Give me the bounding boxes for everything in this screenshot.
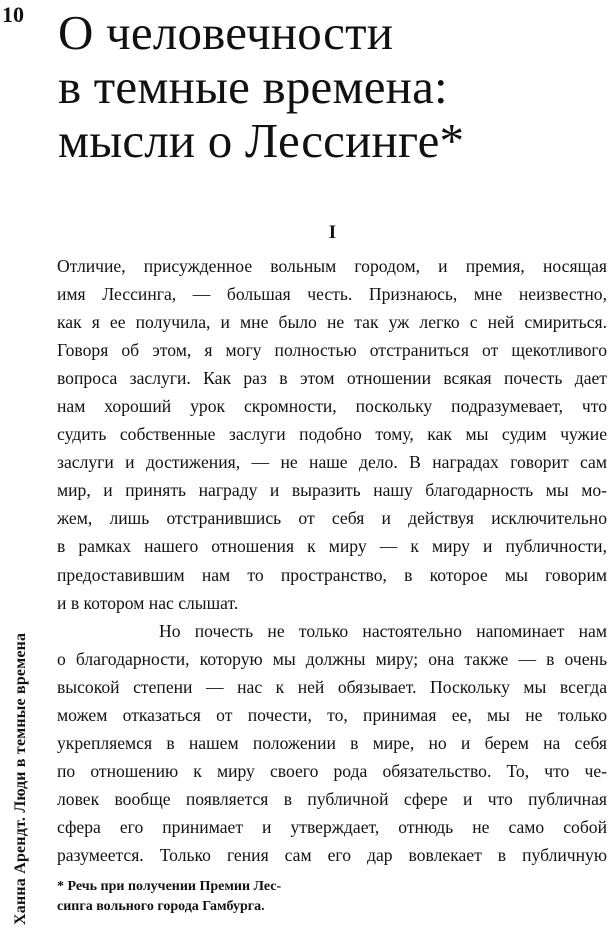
chapter-title-line: в темные времена: <box>58 59 448 114</box>
chapter-title-line: мысли о Лессинге* <box>58 113 465 168</box>
text-line: и в котором нас слышат. <box>57 592 239 613</box>
body-text <box>57 252 607 869</box>
chapter-title-line: О человечности <box>58 5 394 60</box>
text-line: вопроса заслуги. Как раз в этом отношении всякая почесть дает <box>57 368 607 389</box>
text-line: судить собственные заслуги подобно тому, как мы судим чужие <box>57 424 607 445</box>
text-line: можем отказаться от почести, то, принимая ее, мы не только <box>57 704 607 725</box>
text-line: о благодарности, которую мы должны миру; она также — в очень <box>57 648 607 669</box>
text-line: жем, лишь отстранившись от себя и действуя исключительно <box>57 508 607 529</box>
footnote <box>57 877 357 917</box>
chapter-title <box>58 6 608 168</box>
page-number: 10 <box>2 2 24 27</box>
text-line: Отличие, присужденное вольным городом, и премия, носящая <box>57 256 607 276</box>
text-line: высокой степени — нас к ней обязывает. Поскольку мы всегда <box>57 676 607 697</box>
text-line: предоставившим нам то пространство, в которое мы говорим <box>57 564 607 585</box>
text-line: заслуги и достижения, — не наше дело. В наградах говорит сам <box>57 452 607 473</box>
text-line: ловек вообще появляется в публичной сфере и что публичная <box>57 788 607 809</box>
section-number: I <box>328 222 337 243</box>
text-line: укрепляемся в нашем положении в мире, но и берем на себя <box>57 732 607 753</box>
text-line: по отношению к миру своего рода обязательство. То, что че- <box>57 760 607 781</box>
text-line: Говоря об этом, я могу полностью отстраниться от щекотливого <box>57 340 607 361</box>
running-header: Ханна Арендт. Люди в темные времена <box>12 632 29 925</box>
footnote-line: * Речь при получении Премии Лес- <box>57 879 282 894</box>
text-line: мир, и принять награду и выразить нашу благодарность мы мо- <box>57 480 607 501</box>
text-line: разумеется. Только гения сам его дар вовлекает в публичную <box>57 844 607 865</box>
text-line: сфера его принимает и утверждает, отнюдь не само собой <box>57 816 607 837</box>
text-line: в рамках нашего отношения к миру — к миру и публичности, <box>57 536 607 557</box>
footnote-line: сипга вольного города Гамбурга. <box>57 899 265 914</box>
text-line: Но почесть не только настоятельно напоминает нам <box>159 620 607 641</box>
text-line: имя Лессинга, — большая честь. Признаюсь, мне неизвестно, <box>57 284 607 305</box>
text-line: нам хороший урок скромности, поскольку подразумевает, что <box>57 396 607 417</box>
text-line: как я ее получила, и мне было не так уж легко с ней смириться. <box>57 312 607 333</box>
